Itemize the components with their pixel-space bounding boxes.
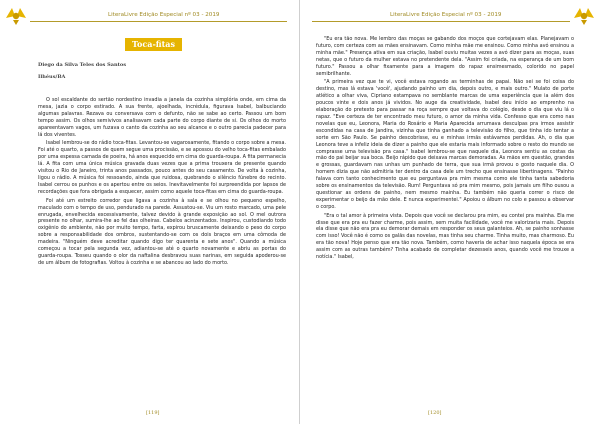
literalivre-logo-icon	[572, 4, 596, 26]
story-title: Toca-fitas	[125, 38, 182, 51]
page-number: [119]	[146, 410, 160, 416]
right-body-text	[316, 36, 574, 263]
paragraph: "A primeira vez que te vi, você estava rogando as terminhas de papai. Não sei se foi coisa do destino, mas lá estava 'você', ajudando painho um dia, depois outro, e mais outro." Mulato de porte atlético a olhar viva, Cipriano estampava no semblante marcas de uma experiência que ia além dos poucos vinte e dois anos já vividos. No auge da creatividade, Isabel deu início ao emprenho na elaboração do pretexto para passar na roça sempre que voltava do colégio, desde o dia que viu lá o rapaz. "Eve certeza de ter encontrado meu futuro, o amor da minha vida. Confesso que era como nas novelas que eu, Leonora, Maria do Rosário e Maria Aparecida arrumava desculpas pra irmos assistir escondidas na casa de Jandira, vizinha que tinha ganhado a televisão do filho, que tinha ido tentar a sorte em São Paulo. Se painho descobrisse, eu e minhas irmãs estávamos perdidas. Ah, o dia que Leonora teve a infeliz ideia de dizer a painho que ele estaria mais informado sobre o resto do mundo se comprasse uma televisão pra casa." Isabel lembrou-se que naquele dia, Leonora sentiu as costas da mão do pai beijar sua boca. Beijo rápido que deixava marcas demoradas. As mãos em questão, grandes e grossas, guardavam nas unhas um punhado de terra, que sua irmã provou o gosto naquele dia. O homem dizia que não admitiria ter dentro da casa dele um trecho que ensinasse libertinagens. "Painho falava com tanto conhecimento que eu perguntava pra mim mesma como ele tinha tanta sabedoria sobre os ensinamentos da televisão. Rum! Perguntava só pra mim mesmo, pois jamais um filho ousou a questionar as ordens de painho, nem mesmo mainha. Eu também não queria correr o risco de experimentar o beijo da mão dele. E nunca experimentei." Apoiou o álbum no colo e passou a observar o corpo.	[316, 79, 574, 210]
page-header	[0, 4, 299, 26]
header-rule	[30, 21, 287, 22]
page-header	[300, 4, 600, 26]
header-rule	[312, 21, 570, 22]
right-page	[300, 0, 600, 424]
paragraph: "Era o tal amor à primeira vista. Depois que você se declarou pra mim, eu contei pra mainha. Ela me disse que era pra eu fazer charme, pois assim, sem muita facilidade, você me valorizaria mais. Depois ela disse que não era pra eu demorar demais em responder os seus galanteios. Ah, se painho sonhasse com isso! Você não é como os galãs das novelas, mas tinha seu charme. Tinha muito, mas charmoso. Eu era tão nova! Hoje penso que era tão nova. Também, como haveria de achar isso naquela época se era assim com as outras também? Tinha acabado de completar dezesseis anos, quando você me trouxe a notícia." Isabel,	[316, 212, 574, 261]
page-number: [120]	[428, 410, 442, 416]
paragraph: Isabel lembrou-se do rádio toca-fitas. Levantou-se vagarosamente, fitando o corpo sobre a mesa. Foi até o quarto, a passos de quem segue uma procissão, e se apossou do velho toca-fitas embalado por uma espessa camada de poeira, há anos esquecido em cima do guarda-roupa. A fita permanecia lá. A fita com uma única música gravada duas vezes que a prima trouxera de presente quando visitou o Rio de Janeiro, trinta anos passados, pouco antes do seu casamento. De volta à cozinha, ligou o rádio. A música foi ressoando, ainda que ruidosa, quebrando o silêncio fúnebre do recinto. Isabel cerrou os punhos e os apertou entre os seios. Inevitavelmente foi surpreendida por lapsos de recordações que fora obrigada a esquecer, assim como aquele toca-fitas em cima do guarda-roupa.	[38, 140, 286, 195]
paragraph: Foi até um estreito corredor que ligava a cozinha à sala e se olhou no pequeno espelho, maculado com o tempo de uso, pendurado na parede. Assustou-se. Viu um rosto marcado, uma pele enrugada, envelhecida excessivamente, talvez devido à grande exposição ao sol. O mel outrora presente no olhar, sumira-lhe ao fel das olheiras. Cabelos acinzentados. Inspirou, custodiando todo oxigênio do ambiente, não por muito tempo, farta, expirou bruscamente deixando o peso do corpo sobre a responsabilidade dos ombros, sustentando-se com os dois braços em uma cômoda de madeira. "Ninguém deve acreditar quando digo ter quarenta e sete anos". Quando a música começou a tocar pela segunda vez, adiantou-se até o quarto novamente e abriu as portas do guarda-roupa. Tosseu quando o olor da naftalina desbravou suas narinas, em seguida apoderou-se de um álbum de fotografias. Voltou à cozinha e se abancou ao lado do morto.	[38, 197, 286, 266]
author-name: Diego da Silva Teles dos Santos	[38, 62, 127, 68]
paragraph: "Eu era tão nova. Me lembro das moças se gabando dos moços que cortejavam elas. Planejavam o futuro, com certeza com as mães ensinavam. Como minha mãe me ensinou. Como minha avó ensinou a minha mãe." Presença ativa em sua criação, Isabel ouviu muitas vezes a avó dizer para as moças, suas netas, que o futuro da mulher estava no pretendente dela. "Assim foi criada, na esperança de um bom futuro." Passou a olhar fixamente para a imagem do rapaz ensimesmado, colorido no papel semibrilhante.	[316, 36, 574, 77]
header-title: LiteraLivre Edição Especial nº 03 - 2019	[108, 12, 220, 18]
author-location: Ilhéus/BA	[38, 74, 66, 80]
header-title: LiteraLivre Edição Especial nº 03 - 2019	[390, 12, 502, 18]
left-body-text	[38, 97, 286, 269]
literalivre-logo-icon	[4, 4, 28, 26]
paragraph: O sol escaldante do sertão nordestino invadia a janela da cozinha simplória onde, em cima da mesa, jazia o corpo estirado. A sua frente, ajoelhada, incrédula, figurava Isabel, balbuciando algumas palavras. Rezava ou conversava com o defunto, não se sabe ao certo. Passou um bom tempo assim. Os olhos semivivos analisavam cada parte do corpo diante de si. Os olhos do morto apareentavam vagos, um fuzava o canto da cozinha ao seu alcance e o outro parecia padecer para lá dos viventes.	[38, 97, 286, 138]
